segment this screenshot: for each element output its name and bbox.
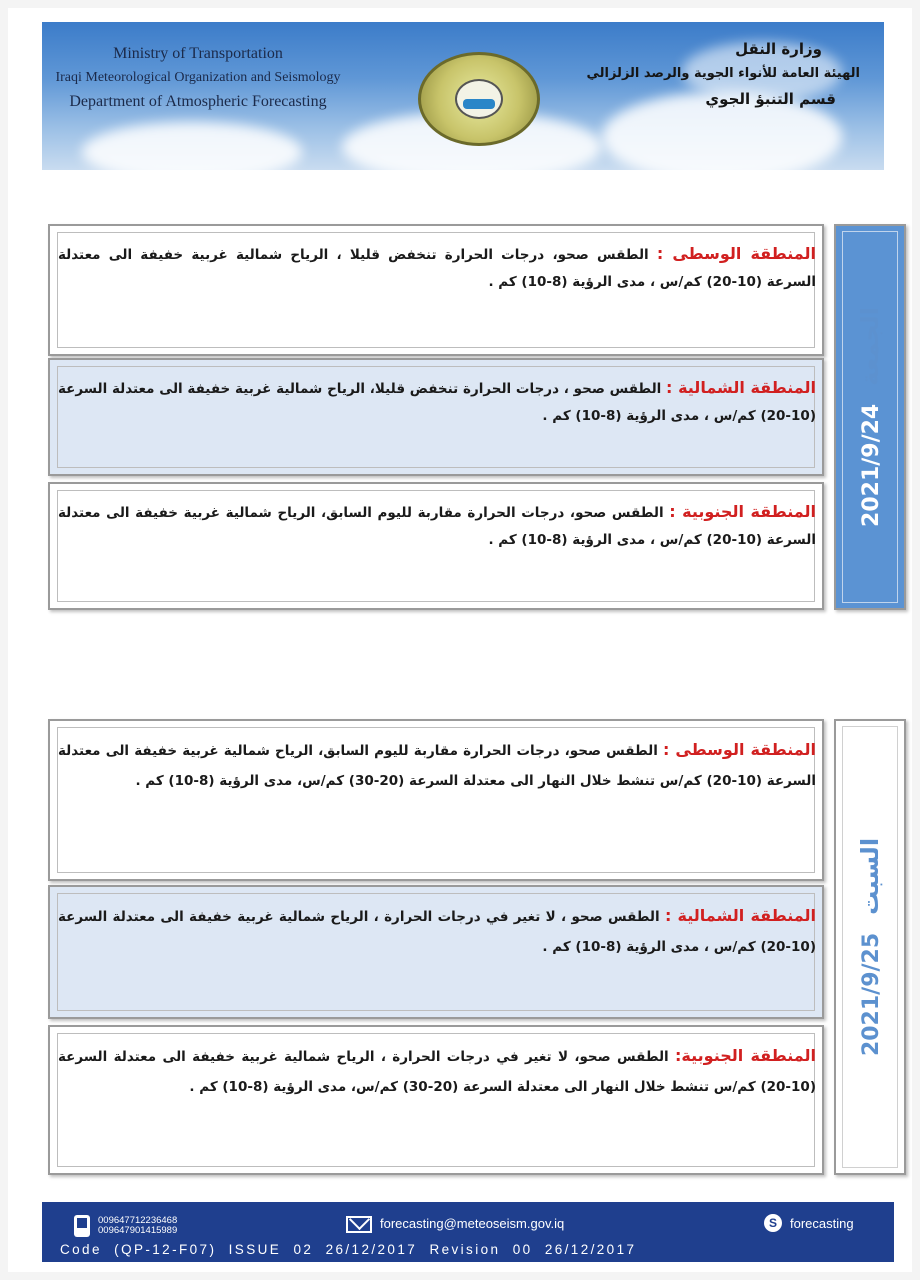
forecast-day: الجمعة <box>856 307 884 386</box>
forecast-text: الطقس صحو، درجات الحرارة مقاربة لليوم السابق، الرياح شمالية غربية خفيفة الى معتدلة السرعة (10-20) كم/س تنشط خلال النهار الى معتدلة السرعة (20-30) كم/س، مدى الرؤية (8-10) كم . <box>58 743 816 789</box>
region-label: المنطقة الشمالية : <box>664 906 817 925</box>
region-label: المنطقة الشمالية : <box>666 378 816 397</box>
phone-number: 009647901415989 <box>98 1225 178 1236</box>
ministry-name-ar: وزارة النقل <box>735 40 822 58</box>
skype-handle[interactable]: forecasting <box>790 1216 854 1231</box>
region-label: المنطقة الجنوبية: <box>675 1046 817 1065</box>
header-arabic <box>540 36 860 112</box>
forecast-day: السبت <box>856 837 884 915</box>
email-address[interactable]: forecasting@meteoseism.gov.iq <box>380 1216 565 1231</box>
forecast-date: 2021/9/24 <box>859 403 884 527</box>
forecast-entry-southern <box>48 1025 824 1175</box>
header-banner <box>42 22 884 170</box>
phone-icon <box>74 1215 90 1237</box>
page <box>8 8 912 1272</box>
region-label: المنطقة الوسطى : <box>662 740 817 759</box>
forecast-entry-northern <box>48 885 824 1019</box>
phone-number: 009647712236468 <box>98 1215 178 1226</box>
forecast-text: الطقس صحو ، درجات الحرارة تنخفض قليلا، الرياح شمالية غربية خفيفة الى معتدلة السرعة (10-20) كم/س ، مدى الرؤية (8-10) كم . <box>58 381 816 424</box>
phone-numbers <box>98 1216 177 1236</box>
ministry-name-en: Ministry of Transportation <box>113 45 283 62</box>
date-band-friday <box>834 224 906 610</box>
region-label: المنطقة الوسطى : <box>656 244 817 263</box>
department-name-ar: قسم التنبؤ الجوي <box>705 90 836 108</box>
header-english <box>48 42 348 114</box>
document-code: Code (QP-12-F07) ISSUE 02 26/12/2017 Revision 00 26/12/2017 <box>60 1242 637 1257</box>
date-band-saturday <box>834 719 906 1175</box>
region-label: المنطقة الجنوبية : <box>669 502 817 521</box>
forecast-date: 2021/9/25 <box>859 932 884 1057</box>
forecast-entry-northern <box>48 358 824 476</box>
forecast-entry-central <box>48 224 824 356</box>
forecast-text: الطقس صحو، لا تغير في درجات الحرارة ، الرياح شمالية غربية خفيفة الى معتدلة السرعة (10-20) كم/س تنشط خلال النهار الى معتدلة السرعة (20-30) كم/س، مدى الرؤية (8-10) كم . <box>58 1049 816 1095</box>
department-name-en: Department of Atmospheric Forecasting <box>69 93 327 110</box>
skype-icon: S <box>764 1214 782 1232</box>
forecast-entry-central <box>48 719 824 881</box>
forecast-text: الطقس صحو، درجات الحرارة تنخفض قليلا ، الرياح شمالية غربية خفيفة الى معتدلة السرعة (10-20) كم/س ، مدى الرؤية (8-10) كم . <box>58 247 816 290</box>
mail-icon <box>346 1216 372 1233</box>
day-section-friday <box>48 224 906 610</box>
forecast-text: الطقس صحو ، لا تغير في درجات الحرارة ، الرياح شمالية غربية خفيفة الى معتدلة السرعة (10-20) كم/س ، مدى الرؤية (8-10) كم . <box>58 909 816 955</box>
forecast-entry-southern <box>48 482 824 610</box>
organization-name-en: Iraqi Meteorological Organization and Seismology <box>55 70 341 85</box>
day-section-saturday <box>48 719 906 1175</box>
forecast-text: الطقس صحو، درجات الحرارة مقاربة لليوم السابق، الرياح شمالية غربية خفيفة الى معتدلة السرعة (10-20) كم/س ، مدى الرؤية (8-10) كم . <box>58 505 816 548</box>
organization-name-ar: الهيئة العامة للأنواء الجوية والرصد الزلزالي <box>586 66 860 81</box>
footer-bar <box>42 1202 894 1262</box>
organization-logo <box>418 52 540 146</box>
